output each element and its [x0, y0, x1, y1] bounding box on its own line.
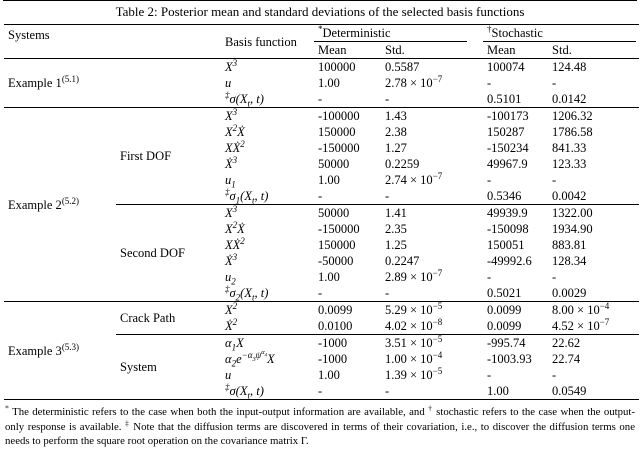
det-mean-cell: -1000: [318, 336, 348, 350]
basis-cell: $X^3$: [225, 107, 238, 123]
basis-cell: $X^2$: [225, 301, 238, 317]
det-mean-cell: -100000: [318, 109, 360, 123]
sto-std-cell: 0.0042: [548, 188, 639, 205]
table-section: [4, 302, 639, 400]
system-cell: Example $1^{(5.1)}$: [4, 59, 116, 108]
table-row: [4, 302, 639, 319]
sto-std-cell: 123.33: [552, 157, 587, 171]
sto-mean-cell: -: [487, 173, 492, 187]
det-mean-cell: -150000: [318, 222, 360, 236]
det-std-cell: -: [381, 285, 483, 302]
det-std-cell: $1.39 \times 10^{-5}$: [385, 367, 443, 382]
sto-mean-cell: -49992.6: [487, 254, 532, 268]
system-cell: Example $3^{(5.3)}$: [4, 302, 116, 400]
basis-cell: $X^3$: [225, 58, 238, 74]
basis-cell: $^\ddagger\sigma(X_t$, t): [221, 383, 314, 400]
sto-mean-cell: 150287: [487, 125, 525, 139]
table-footnote: * The deterministic refers to the case when both the input-output information are available, and † stochastic refers to the case when the output-only response is available. ‡ Note that the diffusion terms are discovered in terms of their covariation, i.e., to discover the diffusion terms one needs to perform the square root operation on the covariance matrix Γ.: [5, 403, 636, 447]
det-std-cell: $1.00 \times 10^{-4}$: [385, 351, 443, 366]
basis-cell: $X^2Ẋ$: [225, 221, 245, 236]
sto-mean-cell: 0.5101: [483, 91, 548, 108]
det-mean-cell: -: [314, 383, 381, 400]
sto-std-cell: 1934.90: [552, 222, 593, 236]
basis-cell: u: [225, 368, 232, 382]
det-std-cell: -: [381, 91, 483, 108]
det-mean-cell: 50000: [318, 206, 350, 220]
sto-mean-cell: -1003.93: [487, 352, 532, 366]
det-mean-cell: 1.00: [318, 270, 340, 284]
sto-mean-cell: 49967.9: [487, 157, 528, 171]
sto-std-cell: 1206.32: [552, 109, 593, 123]
header-det-std: Std.: [381, 42, 483, 59]
sto-mean-cell: -: [487, 270, 492, 284]
table-section: [4, 108, 639, 302]
basis-cell: $^\ddagger\sigma_1(X_t$, t): [221, 188, 314, 205]
det-mean-cell: 150000: [318, 238, 356, 252]
group-cell: [116, 59, 221, 108]
group-cell: First DOF: [116, 108, 221, 205]
sto-std-cell: 841.33: [552, 141, 587, 155]
sto-mean-cell: -: [487, 76, 492, 90]
det-std-cell: 0.5587: [385, 60, 420, 74]
det-std-cell: -: [381, 383, 483, 400]
det-mean-cell: 0.0100: [314, 318, 381, 335]
sto-std-cell: $8.00 \times 10^{-4}$: [552, 301, 610, 317]
sto-mean-cell: 0.0099: [483, 318, 548, 335]
sto-std-cell: 1322.00: [552, 206, 593, 220]
det-mean-cell: -: [314, 91, 381, 108]
stochastic-label: †Stochastic: [483, 25, 636, 42]
sto-std-cell: -: [552, 173, 557, 187]
table-row: [4, 108, 639, 125]
header-det-mean: Mean: [314, 42, 381, 59]
sto-mean-cell: -: [487, 368, 492, 382]
det-std-cell: 1.27: [385, 141, 407, 155]
sto-std-cell: 128.34: [552, 254, 587, 268]
header-systems: Systems: [4, 25, 221, 59]
det-mean-cell: 1.00: [318, 173, 340, 187]
det-mean-cell: -: [314, 285, 381, 302]
sto-mean-cell: -150234: [487, 141, 529, 155]
system-cell: Example $2^{(5.2)}$: [4, 108, 116, 302]
sto-std-cell: 883.81: [552, 238, 587, 252]
sto-mean-cell: 1.00: [483, 383, 548, 400]
table-row: [4, 59, 639, 76]
det-std-cell: $2.78 \times 10^{-7}$: [385, 75, 443, 90]
sto-mean-cell: -150098: [487, 222, 529, 236]
det-mean-cell: 100000: [318, 60, 356, 74]
group-cell: System: [116, 335, 221, 400]
basis-cell: Ẋ$^2$: [221, 318, 314, 335]
sto-std-cell: 0.0029: [548, 285, 639, 302]
det-mean-cell: 0.0099: [318, 303, 353, 317]
det-std-cell: 1.41: [385, 206, 407, 220]
sto-std-cell: -: [552, 76, 557, 90]
basis-cell: $u_1$: [225, 173, 236, 188]
det-mean-cell: -50000: [318, 254, 354, 268]
basis-cell: $\alpha_1X$: [225, 336, 244, 351]
det-mean-cell: -: [314, 188, 381, 205]
sto-std-cell: 0.0549: [548, 383, 639, 400]
deterministic-label: *Deterministic: [314, 25, 467, 42]
det-mean-cell: -1000: [318, 352, 348, 366]
det-std-cell: 0.2259: [385, 157, 420, 171]
sto-std-cell: 0.0142: [548, 91, 639, 108]
sto-std-cell: 1786.58: [552, 125, 593, 139]
sto-mean-cell: 150051: [487, 238, 525, 252]
results-table: [4, 24, 639, 400]
basis-cell: $u_2$: [225, 270, 236, 285]
det-mean-cell: 50000: [318, 157, 350, 171]
det-std-cell: $2.89 \times 10^{-7}$: [385, 269, 443, 284]
header-sto-std: Std.: [548, 42, 639, 59]
header-deterministic: [314, 25, 483, 43]
sto-mean-cell: 49939.9: [487, 206, 528, 220]
basis-cell: u: [225, 76, 232, 90]
sto-std-cell: 124.48: [552, 60, 587, 74]
det-std-cell: 2.38: [385, 125, 407, 139]
header-sto-mean: Mean: [483, 42, 548, 59]
sto-mean-cell: -995.74: [487, 336, 526, 350]
basis-cell: $X^2Ẋ$: [225, 124, 245, 139]
header-row-groups: [4, 25, 639, 43]
sto-std-cell: 22.62: [552, 336, 581, 350]
sto-std-cell: 22.74: [552, 352, 581, 366]
sto-std-cell: -: [552, 368, 557, 382]
basis-cell: XẊ$^2$: [225, 140, 245, 155]
sto-mean-cell: 0.5346: [483, 188, 548, 205]
det-std-cell: 1.43: [385, 109, 407, 123]
table-caption: Table 2: Posterior mean and standard deviations of the selected basis functions: [115, 4, 525, 19]
group-cell: Crack Path: [116, 302, 221, 335]
det-mean-cell: -150000: [318, 141, 360, 155]
basis-cell: $X^3$: [225, 204, 238, 220]
det-std-cell: -: [381, 188, 483, 205]
header-basis-function: Basis function: [221, 25, 314, 59]
group-cell: Second DOF: [116, 205, 221, 302]
det-std-cell: 2.35: [385, 222, 407, 236]
sto-mean-cell: 100074: [487, 60, 525, 74]
basis-cell: Ẋ$^3$: [225, 253, 238, 268]
det-std-cell: $2.74 \times 10^{-7}$: [385, 172, 443, 187]
det-std-cell: $3.51 \times 10^{-5}$: [385, 334, 443, 350]
det-std-cell: $4.02 \times 10^{-8}$: [381, 318, 483, 335]
basis-cell: $\alpha_2e^{-\alpha_3\psi^{\alpha_4}}X$: [225, 351, 275, 367]
det-std-cell: $5.29 \times 10^{-5}$: [385, 301, 443, 317]
basis-cell: XẊ$^2$: [225, 237, 245, 252]
det-std-cell: 0.2247: [385, 254, 420, 268]
sto-mean-cell: 0.5021: [483, 285, 548, 302]
det-mean-cell: 1.00: [318, 368, 340, 382]
sto-mean-cell: 0.0099: [487, 303, 522, 317]
sto-std-cell: -: [552, 270, 557, 284]
table-section: [4, 59, 639, 108]
basis-cell: $^\ddagger\sigma_2(X_t$, t): [221, 285, 314, 302]
basis-cell: Ẋ$^3$: [225, 156, 238, 171]
sto-std-cell: $4.52 \times 10^{-7}$: [548, 318, 639, 335]
basis-cell: $^\ddagger\sigma(X_t$, t): [221, 91, 314, 108]
header-stochastic: [483, 25, 639, 43]
det-mean-cell: 150000: [318, 125, 356, 139]
det-mean-cell: 1.00: [318, 76, 340, 90]
table-header: [4, 25, 639, 59]
det-std-cell: 1.25: [385, 238, 407, 252]
sto-mean-cell: -100173: [487, 109, 529, 123]
